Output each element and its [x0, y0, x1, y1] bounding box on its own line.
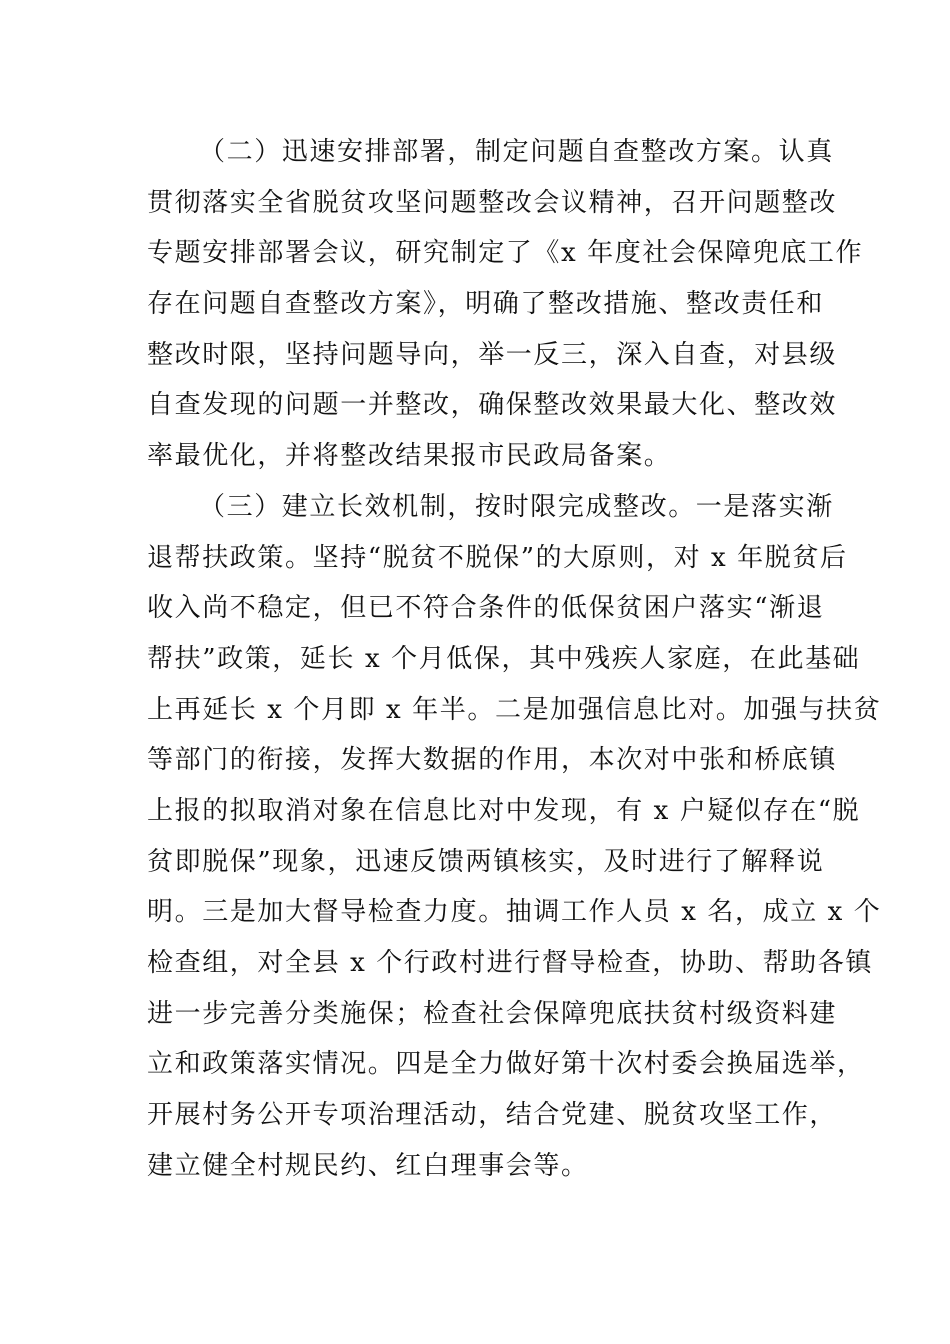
text-line: 上再延长 x 个月即 x 年半。二是加强信息比对。加强与扶贫	[147, 694, 882, 725]
text-line: 上报的拟取消对象在信息比对中发现，有 x 户疑似存在“脱	[147, 795, 861, 826]
text-line: 建立健全村规民约、红白理事会等。	[147, 1150, 589, 1181]
text-line: 整改时限，坚持问题导向，举一反三，深入自查，对县级	[147, 339, 838, 370]
text-line: （三）建立长效机制，按时限完成整改。一是落实渐	[199, 491, 834, 522]
body-text	[147, 127, 882, 1191]
text-line: 开展村务公开专项治理活动，结合党建、脱贫攻坚工作，	[147, 1100, 838, 1131]
text-line: 立和政策落实情况。四是全力做好第十次村委会换届选举，	[147, 1049, 865, 1080]
text-line: 退帮扶政策。坚持“脱贫不脱保”的大原则，对 x 年脱贫后	[147, 542, 848, 573]
text-line: 等部门的衔接，发挥大数据的作用，本次对中张和桥底镇	[147, 745, 838, 776]
text-line: 收入尚不稳定，但已不符合条件的低保贫困户落实“渐退	[147, 593, 825, 624]
text-line: 专题安排部署会议，研究制定了《x 年度社会保障兜底工作	[147, 238, 864, 269]
text-line: 率最优化，并将整改结果报市民政局备案。	[147, 441, 672, 472]
text-line: 检查组，对全县 x 个行政村进行督导检查，协助、帮助各镇	[147, 948, 873, 978]
text-line: 明。三是加大督导检查力度。抽调工作人员 x 名，成立 x 个	[147, 897, 882, 928]
text-line: 帮扶”政策，延长 x 个月低保，其中残疾人家庭，在此基础	[147, 643, 861, 674]
text-line: 贯彻落实全省脱贫攻坚问题整改会议精神，召开问题整改	[147, 187, 838, 218]
text-line: 自查发现的问题一并整改，确保整改效果最大化、整改效	[147, 390, 838, 421]
text-line: 进一步完善分类施保；检查社会保障兜底扶贫村级资料建	[147, 998, 838, 1029]
text-line: （二）迅速安排部署，制定问题自查整改方案。认真	[199, 137, 834, 167]
text-line: 存在问题自查整改方案》，明确了整改措施、整改责任和	[147, 289, 825, 320]
text-line: 贫即脱保”现象，迅速反馈两镇核实，及时进行了解释说	[147, 846, 825, 877]
